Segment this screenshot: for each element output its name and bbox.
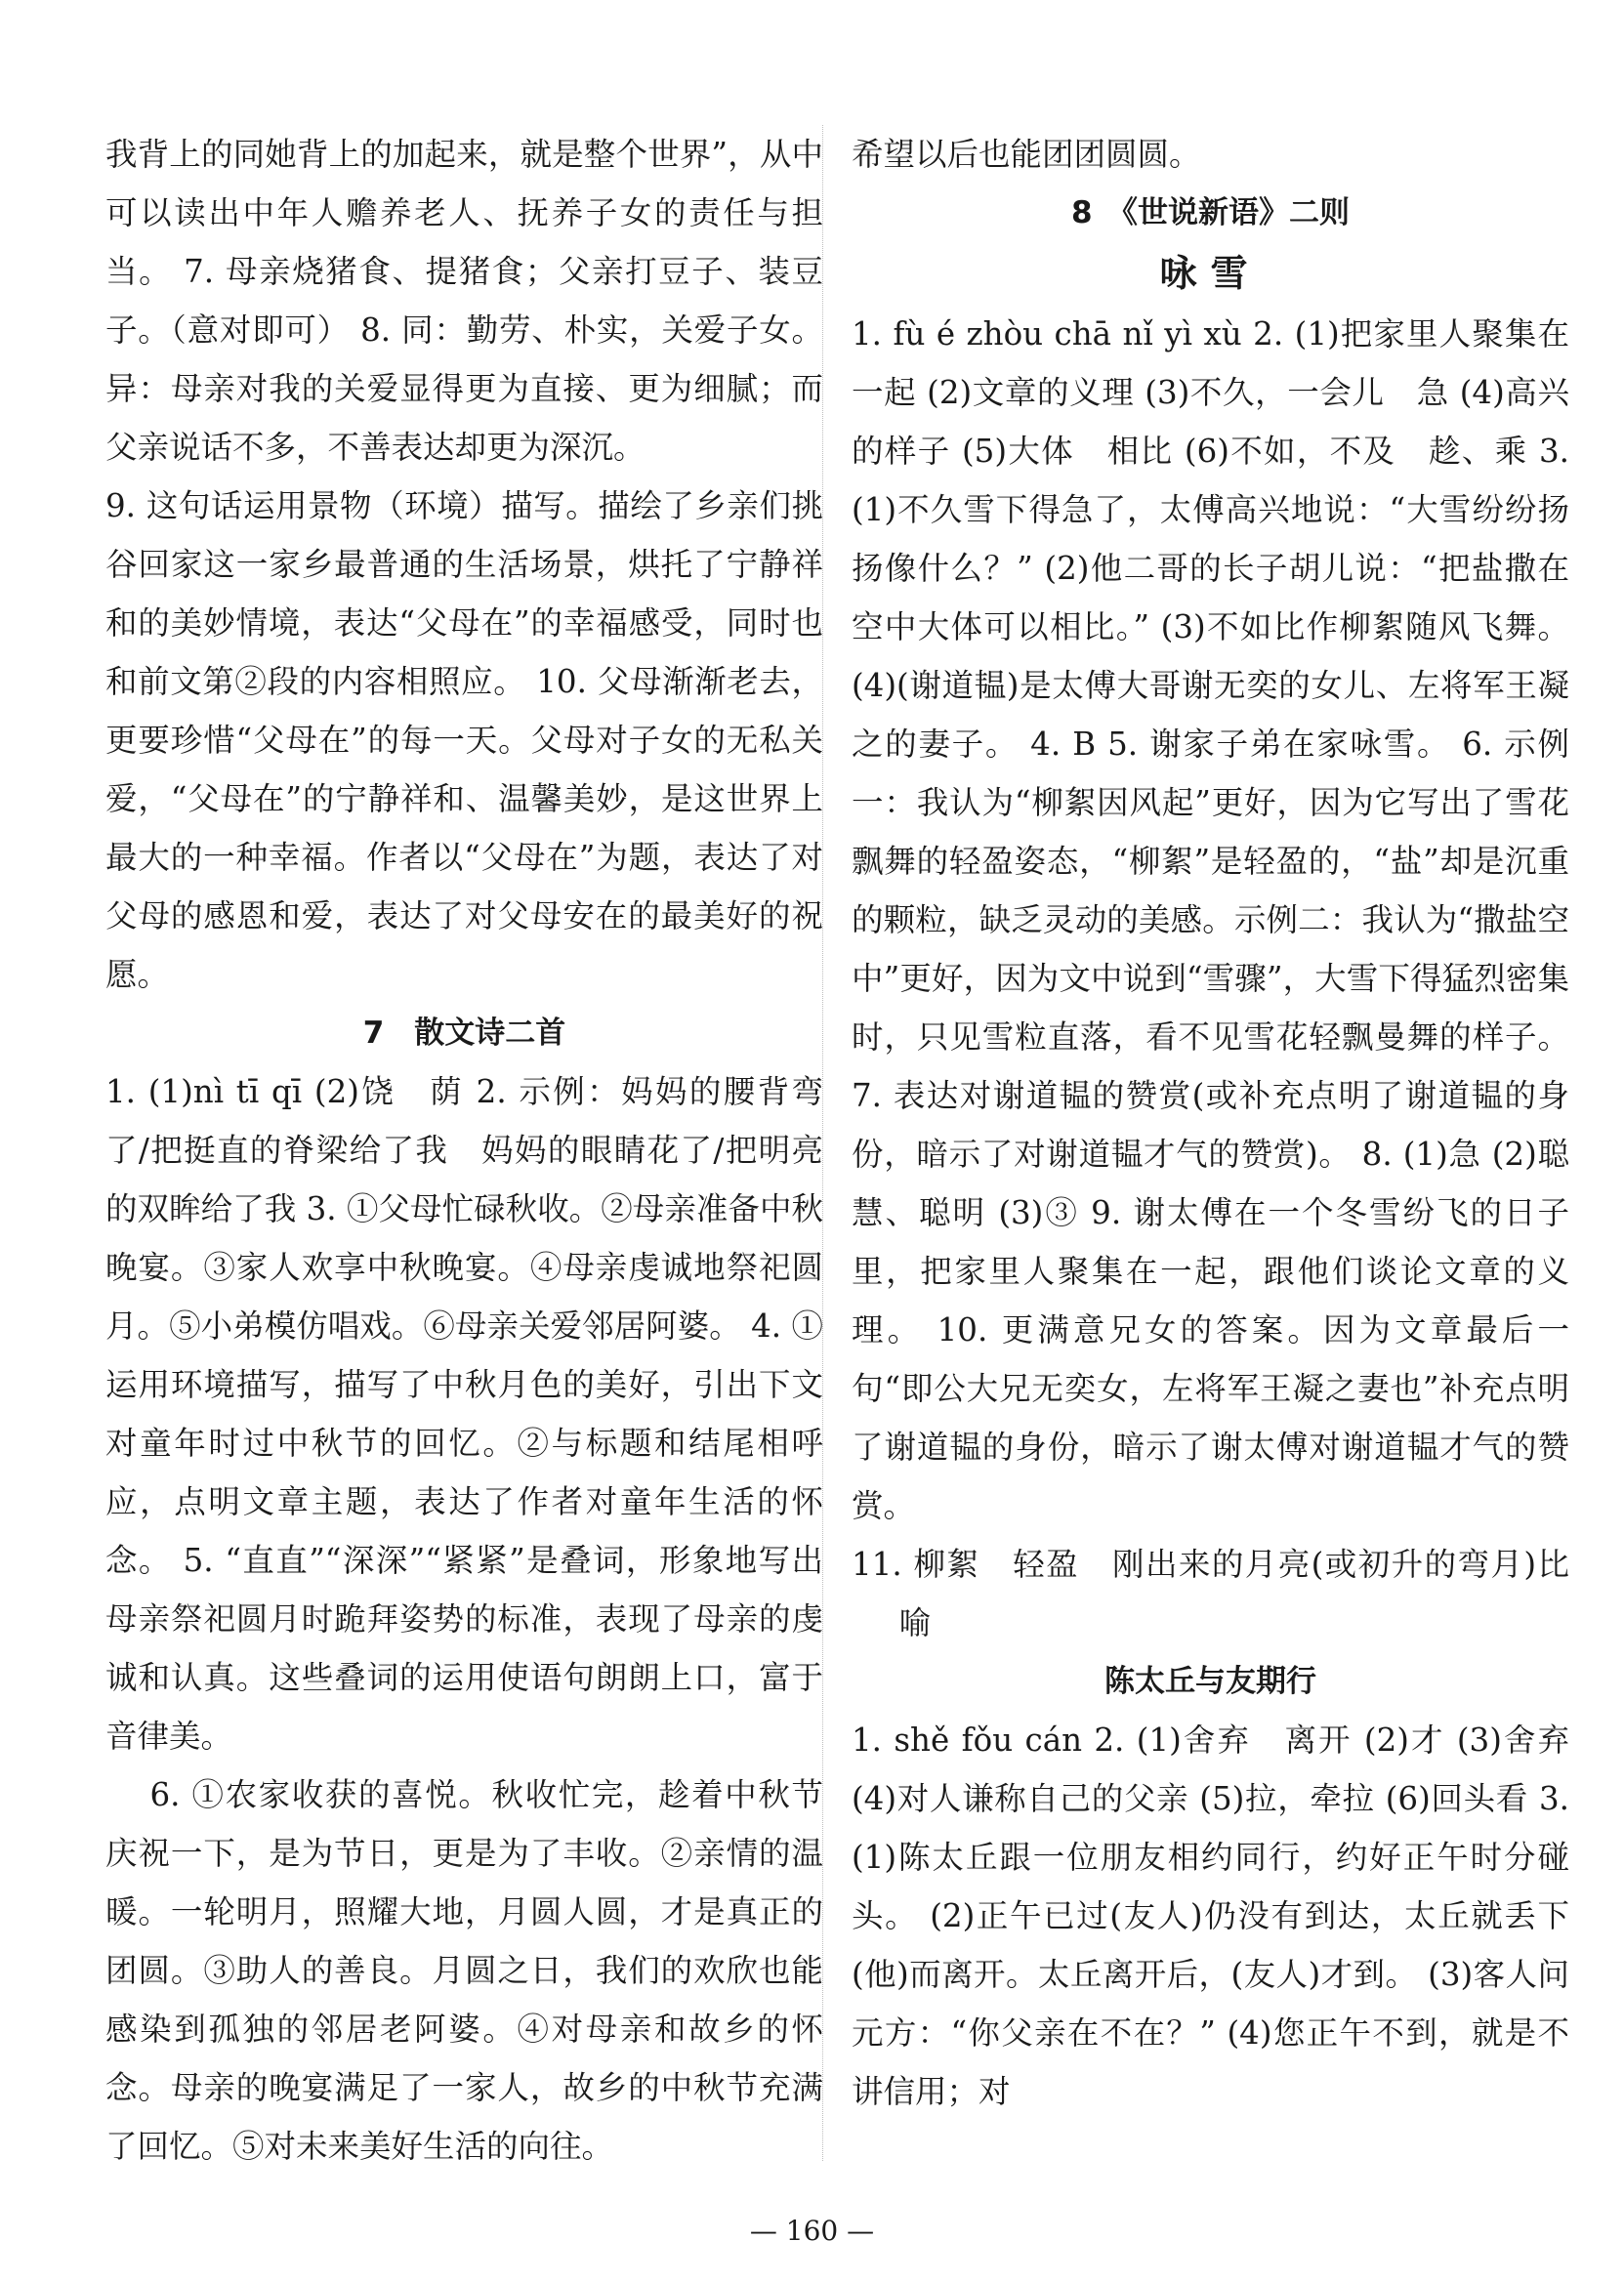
answer-paragraph-yongxue-11: 11. 柳絮 轻盈 刚出来的月亮(或初升的弯月)比喻 [852, 1546, 1569, 1641]
answer-paragraph-continued: 我背上的同她背上的加起来，就是整个世界”，从中可以读出中年人赡养老人、抚养子女的责任与担当。 7. 母亲烧猪食、提猪食；父亲打豆子、装豆子。（意对即可） 8. 同：勤劳、朴实，关爱子女。异：母亲对我的关爱显得更为直接、更为细腻；而父亲说话不多，不善表达却更为深沉。 [105, 136, 823, 466]
right-column [852, 125, 1569, 2121]
sub-heading-chentaiqiu: 陈太丘与友期行 [1104, 1664, 1316, 1699]
column-divider [822, 125, 823, 2161]
answer-paragraph-chentaiqiu: 1. shě fǒu cán 2. (1)舍弃 离开 (2)才 (3)舍弃 (4)对人谦称自己的父亲 (5)拉，牵拉 (6)回头看 3. (1)陈太丘跟一位朋友相约同行，约好正午时分碰头。 (2)正午已过(友人)仍没有到达，太丘就丢下(他)而离开。太丘离开后，(友人)才到。 (3)客人问元方：“你父亲在不在？” (4)您正午不到，就是不讲信用；对 [852, 1722, 1569, 2110]
section-heading-7: 7 散文诗二首 [362, 1016, 566, 1051]
answer-paragraph-continued-right: 希望以后也能团团圆圆。 [852, 136, 1201, 173]
answer-paragraph-9-10: 9. 这句话运用景物（环境）描写。描绘了乡亲们挑谷回家这一家乡最普通的生活场景，烘托了宁静祥和的美妙情境，表达“父母在”的幸福感受，同时也和前文第②段的内容相照应。 10. 父母渐渐老去，更要珍惜“父母在”的每一天。父母对子女的无私关爱，“父母在”的宁静祥和、温馨美妙，是这世界上最大的一种幸福。作者以“父母在”为题，表达了对父母的感恩和爱，表达了对父母安在的最美好的祝愿。 [105, 487, 823, 993]
sub-heading-yongxue: 咏雪 [1159, 252, 1262, 295]
answer-paragraph-7-1-5: 1. (1)nì tī qī (2)饶 荫 2. 示例：妈妈的腰背弯了/把挺直的脊梁给了我 妈妈的眼睛花了/把明亮的双眸给了我 3. ①父母忙碌秋收。②母亲准备中秋晚宴。③家人欢享中秋晚宴。④母亲虔诚地祭祀圆月。⑤小弟模仿唱戏。⑥母亲关爱邻居阿婆。 4. ①运用环境描写，描写了中秋月色的美好，引出下文对童年时过中秋节的回忆。②与标题和结尾相呼应，点明文章主题，表达了作者对童年生活的怀念。 5. “直直”“深深”“紧紧”是叠词，形象地写出母亲祭祀圆月时跪拜姿势的标准，表现了母亲的虔诚和认真。这些叠词的运用使语句朗朗上口，富于音律美。 [105, 1073, 823, 1755]
answer-paragraph-yongxue: 1. fù é zhòu chā nǐ yì xù 2. (1)把家里人聚集在一起 (2)文章的义理 (3)不久，一会儿 急 (4)高兴的样子 (5)大体 相比 (6)不如，不及 趁、乘 3. (1)不久雪下得急了，太傅高兴地说：“大雪纷纷扬扬像什么？” (2)他二哥的长子胡儿说：“把盐撒在空中大体可以相比。” (3)不如比作柳絮随风飞舞。 (4)(谢道韫)是太傅大哥谢无奕的女儿、左将军王凝之的妻子。 4. B 5. 谢家子弟在家咏雪。 6. 示例一：我认为“柳絮因风起”更好，因为它写出了雪花飘舞的轻盈姿态，“柳絮”是轻盈的，“盐”却是沉重的颗粒，缺乏灵动的美感。示例二：我认为“撒盐空中”更好，因为文中说到“雪骤”，大雪下得猛烈密集时，只见雪粒直落，看不见雪花轻飘曼舞的样子。 7. 表达对谢道韫的赞赏(或补充点明了谢道韫的身份，暗示了对谢道韫才气的赞赏)。 8. (1)急 (2)聪慧、聪明 (3)③ 9. 谢太傅在一个冬雪纷飞的日子里，把家里人聚集在一起，跟他们谈论文章的义理。 10. 更满意兄女的答案。因为文章最后一句“即公大兄无奕女，左将军王凝之妻也”补充点明了谢道韫的身份，暗示了谢太傅对谢道韫才气的赞赏。 [852, 315, 1569, 1524]
page-number: — 160 — [749, 2215, 875, 2247]
section-heading-8: 8 《世说新语》二则 [1070, 195, 1351, 230]
answer-paragraph-7-6: 6. ①农家收获的喜悦。秋收忙完，趁着中秋节庆祝一下，是为节日，更是为了丰收。②亲情的温暖。一轮明月，照耀大地，月圆人圆，才是真正的团圆。③助人的善良。月圆之日，我们的欢欣也能感染到孤独的邻居老阿婆。④对母亲和故乡的怀念。母亲的晚宴满足了一家人，故乡的中秋节充满了回忆。⑤对未来美好生活的向往。 [105, 1776, 823, 2165]
left-column [105, 125, 823, 2176]
